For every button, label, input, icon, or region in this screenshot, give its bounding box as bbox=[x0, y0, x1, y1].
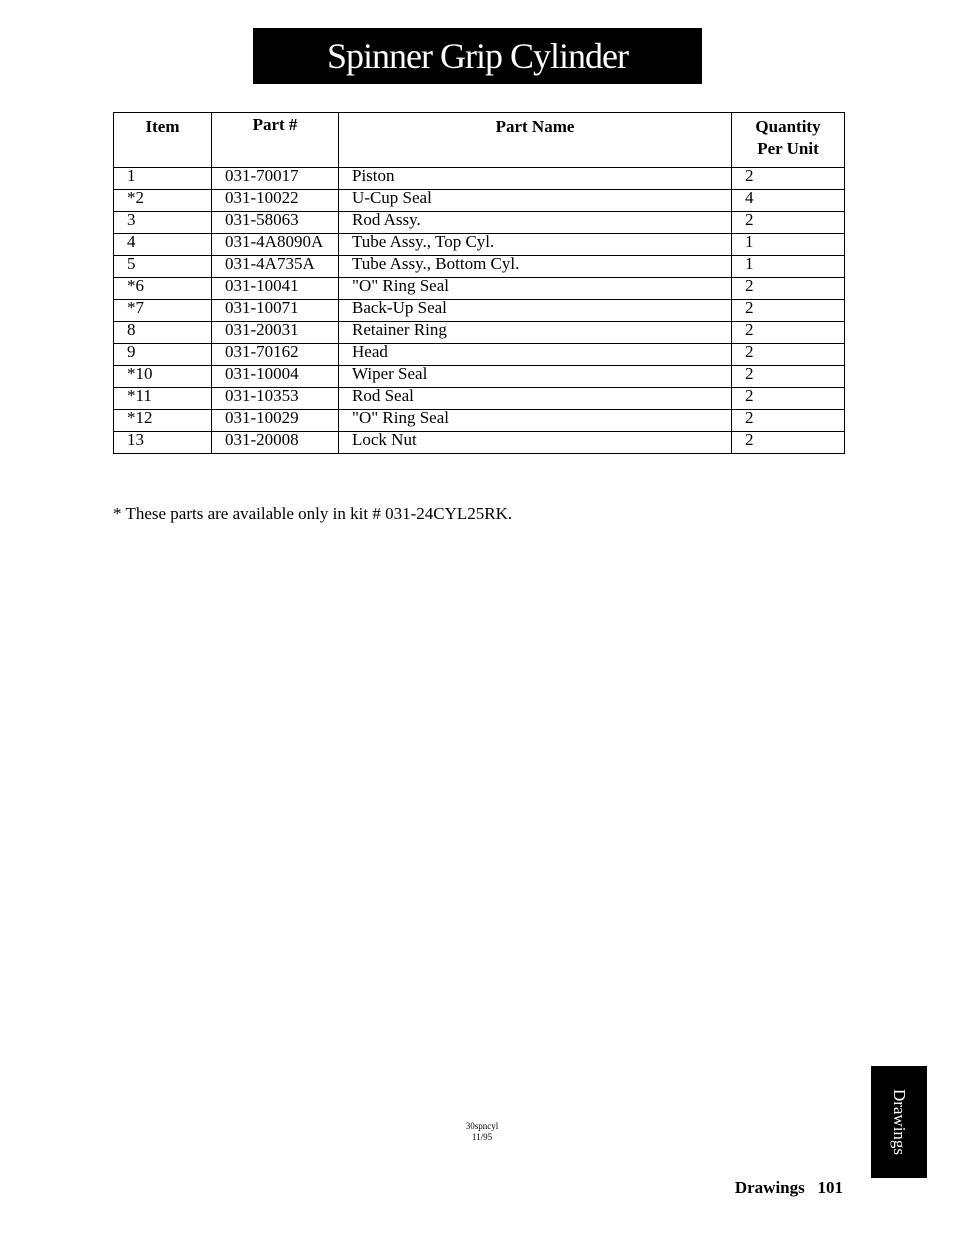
cell-part-name: Back-Up Seal bbox=[339, 300, 732, 322]
cell-quantity: 2 bbox=[732, 344, 845, 366]
cell-part-name: "O" Ring Seal bbox=[339, 410, 732, 432]
table-row bbox=[114, 168, 845, 190]
header-item: Item bbox=[114, 113, 212, 168]
header-part-name: Part Name bbox=[339, 113, 732, 168]
cell-part-name: U-Cup Seal bbox=[339, 190, 732, 212]
cell-quantity: 2 bbox=[732, 366, 845, 388]
cell-part-name: Tube Assy., Bottom Cyl. bbox=[339, 256, 732, 278]
table-row bbox=[114, 322, 845, 344]
cell-quantity: 2 bbox=[732, 278, 845, 300]
kit-footnote: * These parts are available only in kit # 031-24CYL25RK. bbox=[113, 504, 513, 523]
cell-item: 3 bbox=[114, 212, 212, 234]
cell-item: 8 bbox=[114, 322, 212, 344]
cell-part-name: Lock Nut bbox=[339, 432, 732, 454]
cell-part-number: 031-70162 bbox=[212, 344, 339, 366]
footer-section: Drawings bbox=[734, 1178, 805, 1197]
cell-part-number: 031-10353 bbox=[212, 388, 339, 410]
table-row bbox=[114, 256, 845, 278]
header-part-number: Part # bbox=[212, 113, 339, 168]
cell-part-number: 031-4A735A bbox=[212, 256, 339, 278]
cell-quantity: 2 bbox=[732, 410, 845, 432]
cell-item: *2 bbox=[114, 190, 212, 212]
table-row bbox=[114, 410, 845, 432]
cell-quantity: 2 bbox=[732, 300, 845, 322]
cell-part-number: 031-70017 bbox=[212, 168, 339, 190]
cell-part-number: 031-4A8090A bbox=[212, 234, 339, 256]
cell-quantity: 2 bbox=[732, 168, 845, 190]
page-number: 101 bbox=[817, 1178, 843, 1197]
page-footer bbox=[700, 1178, 843, 1198]
drawing-code-date: 11/95 bbox=[471, 1132, 493, 1142]
cell-quantity: 2 bbox=[732, 212, 845, 234]
cell-part-number: 031-10022 bbox=[212, 190, 339, 212]
cell-item: *11 bbox=[114, 388, 212, 410]
cell-part-name: Tube Assy., Top Cyl. bbox=[339, 234, 732, 256]
header-quantity bbox=[732, 113, 845, 168]
cell-item: 4 bbox=[114, 234, 212, 256]
cell-quantity: 1 bbox=[732, 234, 845, 256]
cell-item: *7 bbox=[114, 300, 212, 322]
table-row bbox=[114, 388, 845, 410]
cell-part-name: Rod Seal bbox=[339, 388, 732, 410]
cell-item: *12 bbox=[114, 410, 212, 432]
cell-part-name: Piston bbox=[339, 168, 732, 190]
cell-item: 13 bbox=[114, 432, 212, 454]
cell-item: 5 bbox=[114, 256, 212, 278]
cell-part-name: "O" Ring Seal bbox=[339, 278, 732, 300]
cell-quantity: 2 bbox=[732, 322, 845, 344]
table-row bbox=[114, 366, 845, 388]
cell-item: *6 bbox=[114, 278, 212, 300]
parts-table bbox=[113, 112, 845, 454]
cell-part-number: 031-20008 bbox=[212, 432, 339, 454]
table-row bbox=[114, 278, 845, 300]
cell-part-name: Wiper Seal bbox=[339, 366, 732, 388]
cell-part-number: 031-10004 bbox=[212, 366, 339, 388]
section-tab bbox=[871, 1066, 927, 1178]
table-header-row bbox=[114, 113, 845, 168]
table-row bbox=[114, 190, 845, 212]
cell-part-number: 031-10041 bbox=[212, 278, 339, 300]
cell-item: 1 bbox=[114, 168, 212, 190]
drawing-code-name: 30spncyl bbox=[465, 1121, 499, 1131]
cell-part-name: Head bbox=[339, 344, 732, 366]
cell-part-number: 031-20031 bbox=[212, 322, 339, 344]
cell-quantity: 4 bbox=[732, 190, 845, 212]
cell-part-number: 031-10029 bbox=[212, 410, 339, 432]
cell-item: 9 bbox=[114, 344, 212, 366]
table-row bbox=[114, 344, 845, 366]
page-title bbox=[253, 28, 702, 84]
cell-item: *10 bbox=[114, 366, 212, 388]
cell-part-name: Retainer Ring bbox=[339, 322, 732, 344]
table-row bbox=[114, 212, 845, 234]
cell-part-name: Rod Assy. bbox=[339, 212, 732, 234]
table-row bbox=[114, 432, 845, 454]
header-quantity-line2: Per Unit bbox=[757, 139, 819, 158]
table-row bbox=[114, 300, 845, 322]
cell-quantity: 2 bbox=[732, 388, 845, 410]
table-row bbox=[114, 234, 845, 256]
header-quantity-line1: Quantity bbox=[755, 117, 821, 136]
drawing-code bbox=[440, 1121, 524, 1143]
cell-quantity: 1 bbox=[732, 256, 845, 278]
cell-part-number: 031-10071 bbox=[212, 300, 339, 322]
cell-quantity: 2 bbox=[732, 432, 845, 454]
page-title-text: Spinner Grip Cylinder bbox=[327, 36, 628, 76]
cell-part-number: 031-58063 bbox=[212, 212, 339, 234]
section-tab-label: Drawings bbox=[890, 1088, 910, 1156]
